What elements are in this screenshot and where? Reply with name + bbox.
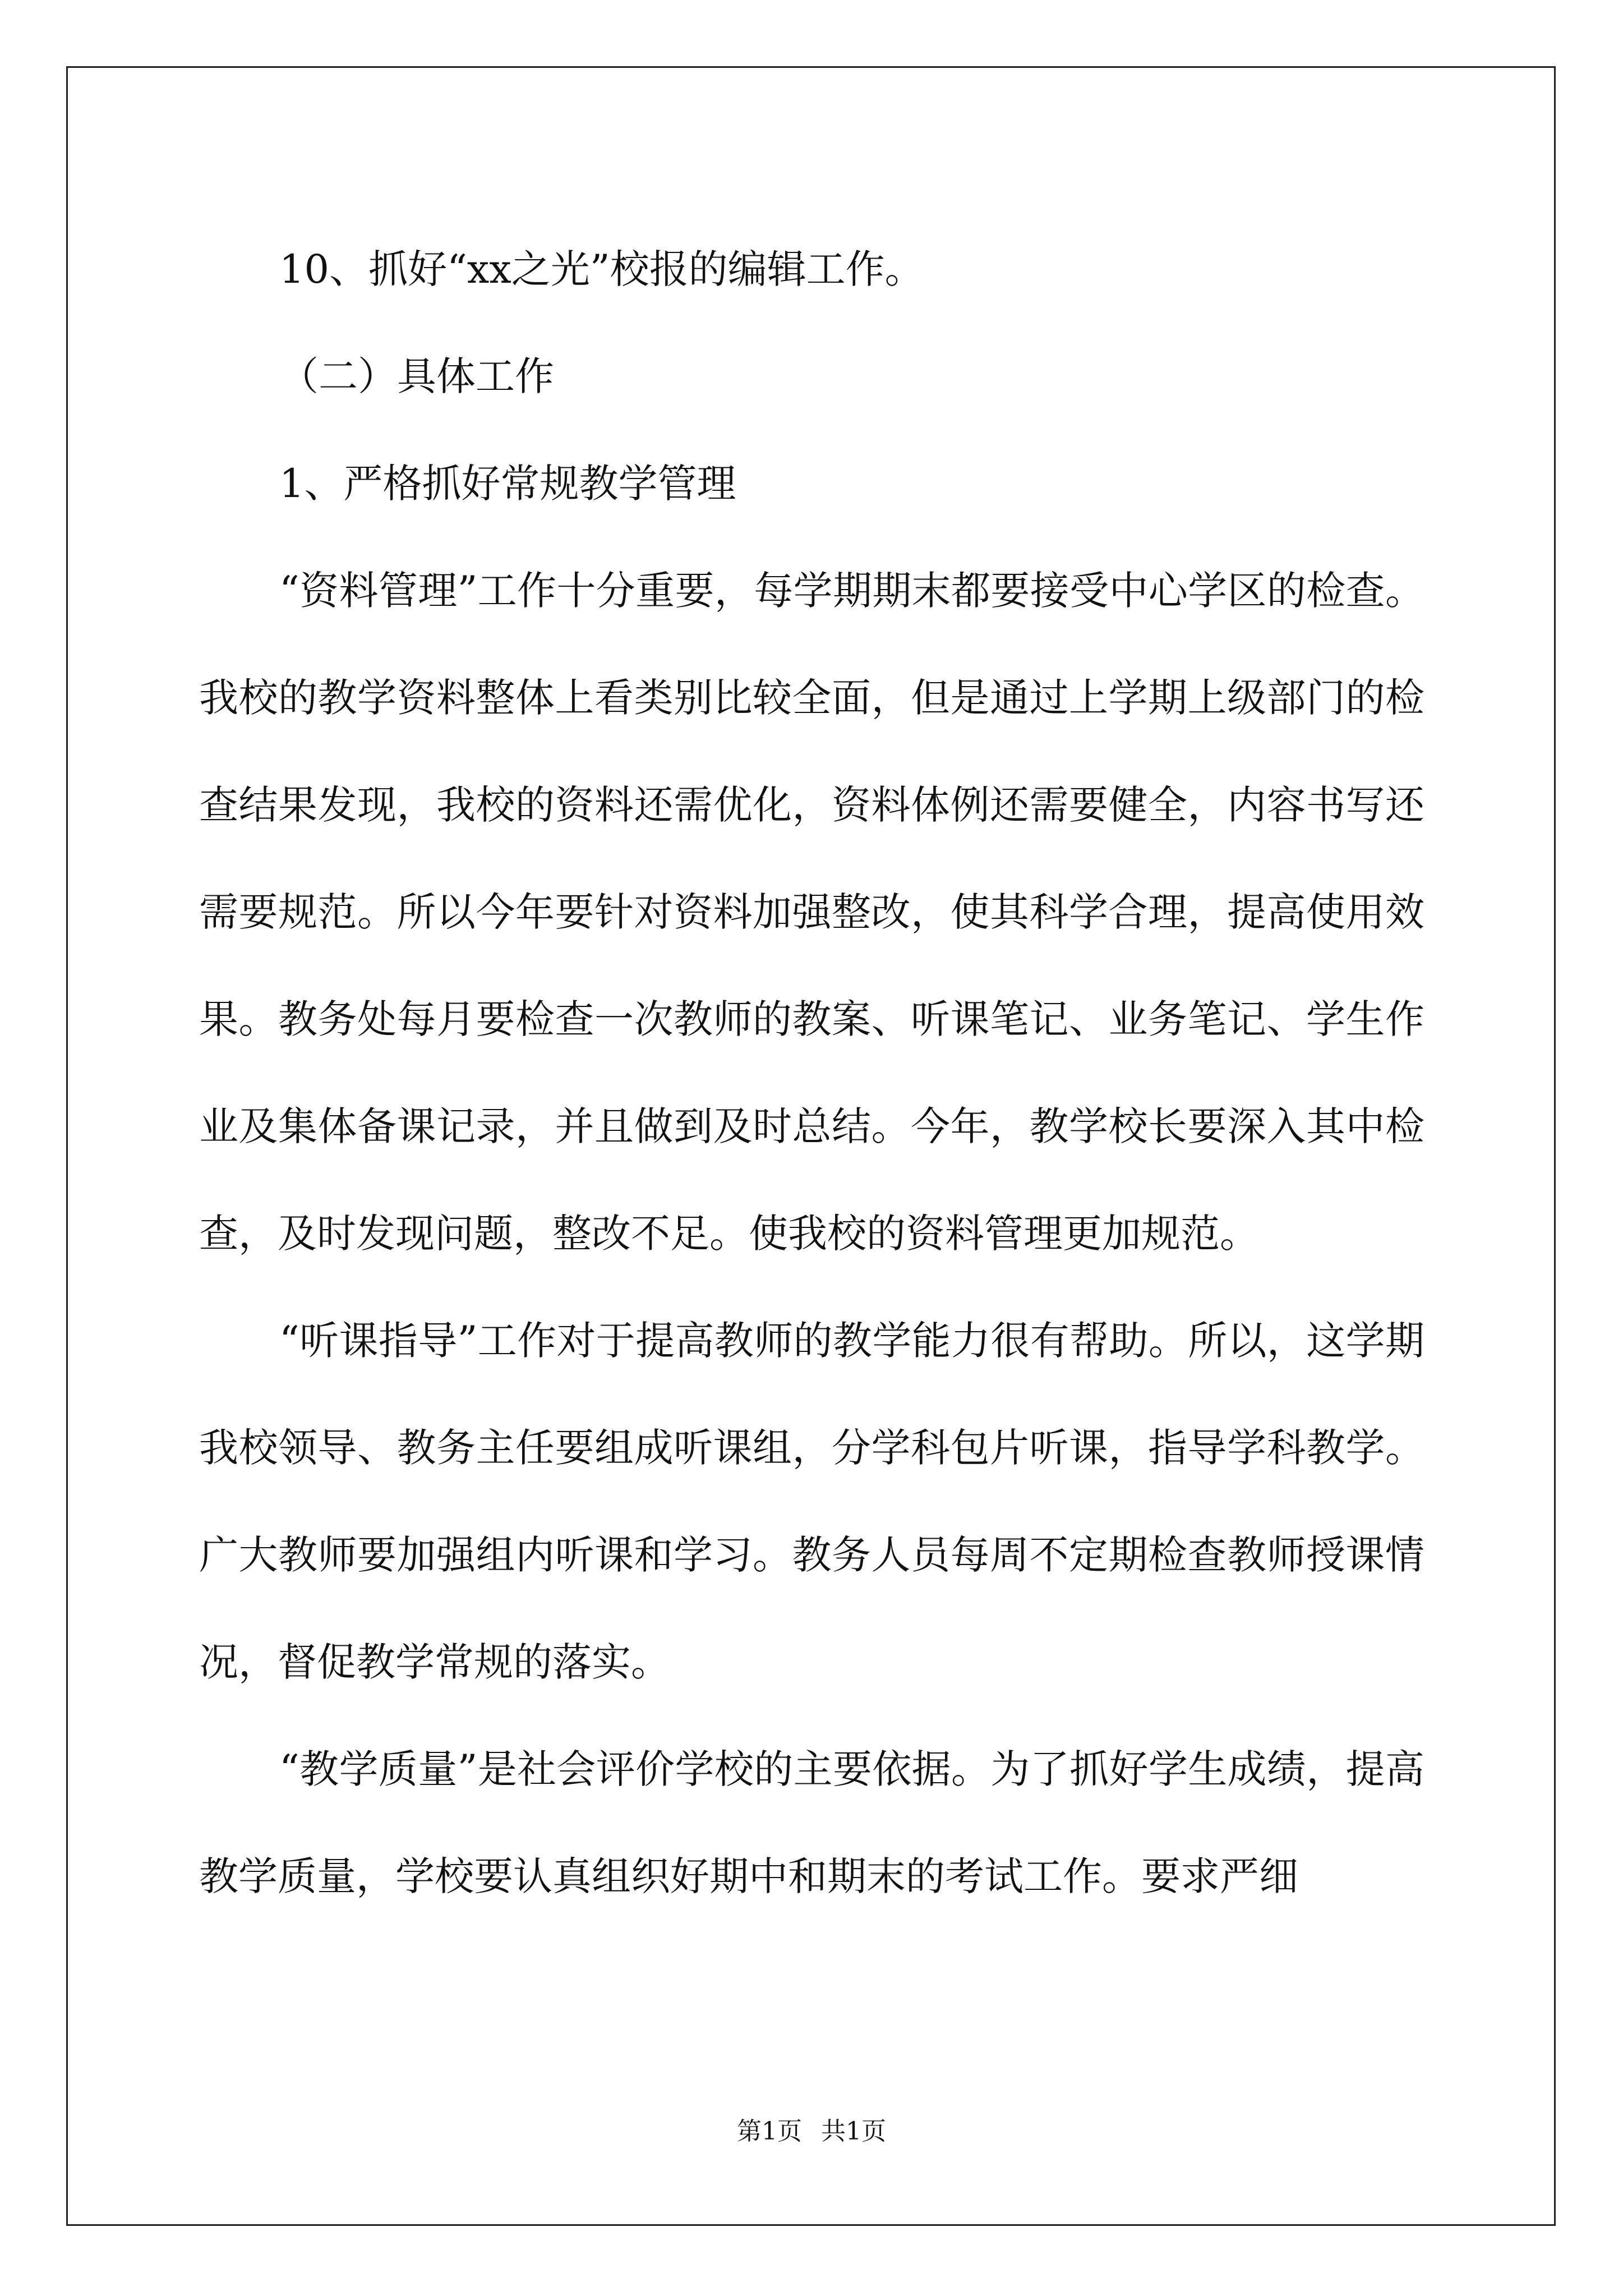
page-total: 共1页 bbox=[821, 2117, 886, 2146]
page-footer bbox=[0, 2115, 1623, 2148]
paragraph-materials-management: “资料管理”工作十分重要，每学期期末都要接受中心学区的检查。我校的教学资料整体上看类别比较全面，但是通过上学期上级部门的检查结果发现，我校的资料还需优化，资料体例还需要健全，内容书写还需要规范。所以今年要针对资料加强整改，使其科学合理，提高使用效果。教务处每月要检查一次教师的教案、听课笔记、业务笔记、学生作业及集体备课记录，并且做到及时总结。今年，教学校长要深入其中检查，及时发现问题，整改不足。使我校的资料管理更加规范。 bbox=[199, 568, 1424, 1257]
paragraph-teaching-quality: “教学质量”是社会评价学校的主要依据。为了抓好学生成绩，提高教学质量，学校要认真组织好期中和期末的考试工作。要求严细 bbox=[199, 1746, 1424, 1899]
document-body bbox=[199, 216, 1424, 1930]
subsection-heading: 1、严格抓好常规教学管理 bbox=[279, 461, 736, 507]
paragraph-item-10: 10、抓好“xx之光”校报的编辑工作。 bbox=[279, 246, 924, 292]
section-heading: （二）具体工作 bbox=[279, 353, 554, 399]
page-number: 第1页 bbox=[737, 2117, 802, 2146]
paragraph-lesson-observation: “听课指导”工作对于提高教师的教学能力很有帮助。所以，这学期我校领导、教务主任要组成听课组，分学科包片听课，指导学科教学。广大教师要加强组内听课和学习。教务人员每周不定期检查教师授课情况，督促教学常规的落实。 bbox=[199, 1318, 1424, 1685]
